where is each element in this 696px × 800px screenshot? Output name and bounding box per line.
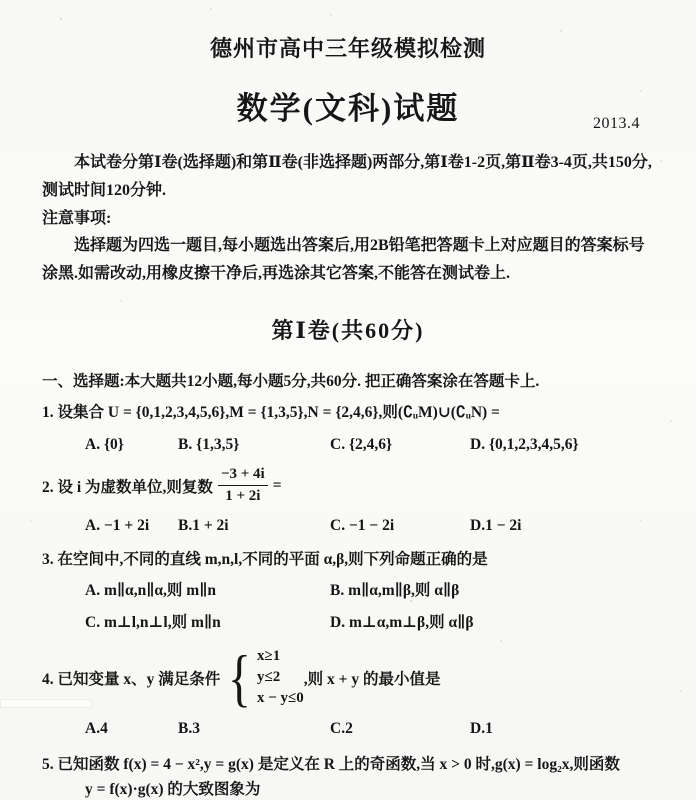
question-3-stem: 3. 在空间中,不同的直线 m,n,l,不同的平面 α,β,则下列命题正确的是 bbox=[42, 551, 488, 568]
question-1-stem: 1. 设集合 U = {0,1,2,3,4,5,6},M = {1,3,5},N = {2,4,6},则(∁ᵤM)∪(∁ᵤN) = bbox=[42, 404, 500, 421]
question-2-option-a: A. −1 + 2i bbox=[85, 517, 150, 534]
question-4-conditions bbox=[257, 646, 304, 709]
question-2-text: 2. 设 i 为虚数单位,则复数 bbox=[42, 478, 213, 496]
question-2-option-d: D.1 − 2i bbox=[470, 517, 522, 534]
question-5-stem: 5. 已知函数 f(x) = 4 − x²,y = g(x) 是定义在 R 上的奇函数,当 x > 0 时,g(x) = log₂x,则函数 bbox=[42, 756, 620, 773]
question-3-option-b: B. m∥α,m∥β,则 α∥β bbox=[330, 582, 460, 599]
question-3-option-a: A. m∥α,n∥α,则 m∥n bbox=[85, 582, 217, 599]
exam-title: 数学(文科)试题 bbox=[236, 91, 460, 126]
question-4-options bbox=[42, 717, 654, 741]
question-4-stem bbox=[42, 641, 654, 713]
question-4-option-b: B.3 bbox=[178, 720, 200, 737]
question-1-options bbox=[42, 433, 654, 457]
exam-date: 2013.4 bbox=[593, 115, 640, 132]
question-4-option-a: A.4 bbox=[85, 720, 108, 737]
section-1-heading: 第Ⅰ卷(共60分) bbox=[271, 318, 425, 343]
question-4-option-d: D.1 bbox=[470, 720, 493, 737]
question-5-continuation-cut: y = f(x)·g(x) 的大致图象为 bbox=[85, 781, 261, 798]
section-1-instruction: 一、选择题:本大题共12小题,每小题5分,共60分. 把正确答案涂在答题卡上. bbox=[42, 373, 540, 390]
condition-3: x − y≤0 bbox=[256, 690, 304, 706]
question-2-option-b: B.1 + 2i bbox=[178, 517, 229, 534]
question-2-options bbox=[42, 514, 654, 538]
question-3-options-row-2 bbox=[42, 610, 654, 636]
scan-noise bbox=[0, 0, 2, 2]
question-4-suffix: ,则 x + y 的最小值是 bbox=[303, 670, 441, 688]
question-3-option-d: D. m⊥α,m⊥β,则 α∥β bbox=[330, 614, 474, 631]
question-2-equals: = bbox=[272, 476, 282, 494]
exam-school-line: 德州市高中三年级模拟检测 bbox=[209, 36, 486, 61]
question-2-stem bbox=[42, 465, 654, 506]
fraction-numerator: −3 + 4i bbox=[218, 465, 268, 486]
question-4-option-c: C.2 bbox=[330, 720, 353, 737]
question-2-fraction bbox=[218, 465, 268, 506]
question-2-option-c: C. −1 − 2i bbox=[330, 517, 395, 534]
question-1-option-d: D. {0,1,2,3,4,5,6} bbox=[470, 436, 579, 453]
title-row bbox=[42, 89, 654, 132]
fraction-denominator: 1 + 2i bbox=[225, 488, 261, 504]
system-brace: { bbox=[228, 641, 252, 713]
notice-heading: 注意事项: bbox=[42, 210, 112, 227]
notice-body: 选择题为四选一题目,每小题选出答案后,用2B铅笔把答题卡上对应题目的答案标号涂黑.如需改动,用橡皮擦干净后,再选涂其它答案,不能答在测试卷上. bbox=[42, 237, 645, 282]
condition-1: x≥1 bbox=[256, 648, 281, 664]
question-3-options-row-1 bbox=[42, 578, 654, 604]
question-1-option-b: B. {1,3,5} bbox=[178, 436, 240, 453]
question-1-option-a: A. {0} bbox=[85, 436, 124, 453]
intro-paragraph: 本试卷分第Ⅰ卷(选择题)和第Ⅱ卷(非选择题)两部分,第Ⅰ卷1-2页,第Ⅱ卷3-4页,共150分,测试时间120分钟. bbox=[42, 154, 652, 199]
question-3-option-c: C. m⊥l,n⊥l,则 m∥n bbox=[85, 614, 221, 631]
question-4-text: 4. 已知变量 x、y 满足条件 bbox=[42, 670, 221, 688]
condition-2: y≤2 bbox=[256, 669, 281, 685]
scan-whiteout-artifact bbox=[0, 699, 92, 708]
question-1-option-c: C. {2,4,6} bbox=[330, 436, 393, 453]
